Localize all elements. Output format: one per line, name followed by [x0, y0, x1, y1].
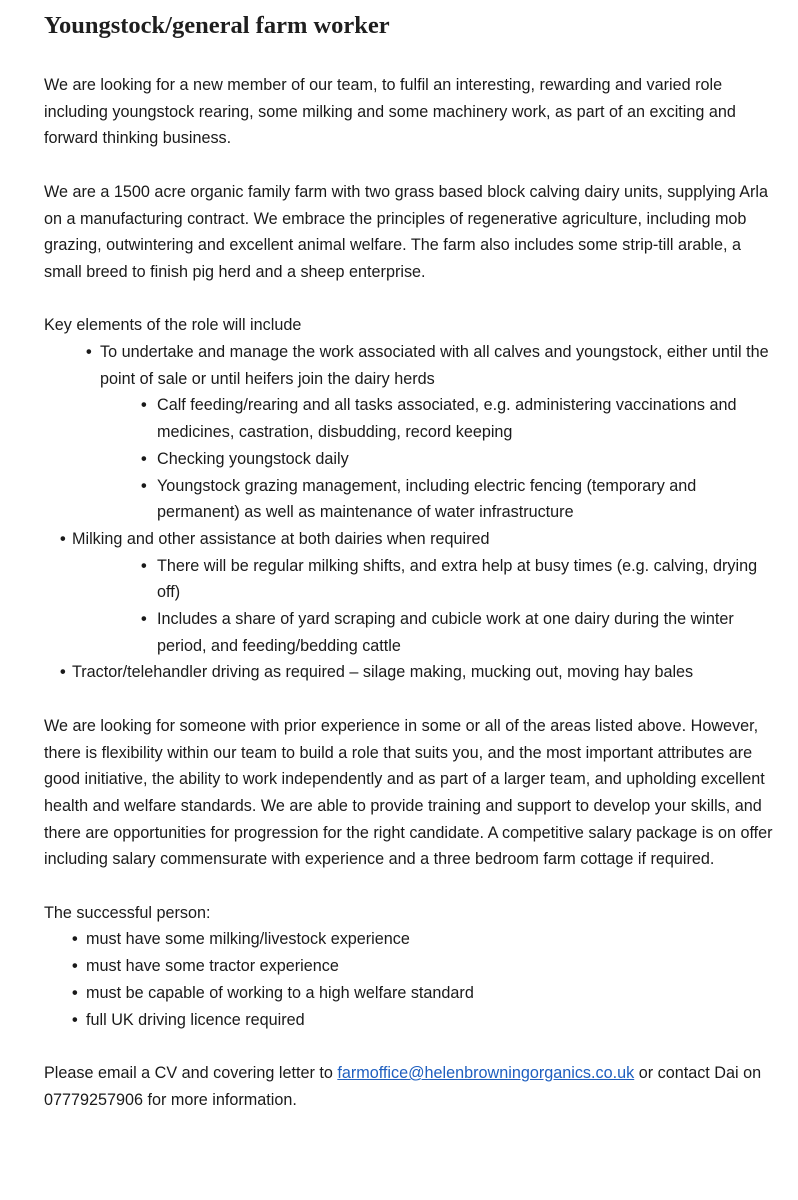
contact-prefix: Please email a CV and covering letter to	[44, 1063, 338, 1082]
bullet-icon: •	[141, 610, 147, 629]
role-heading: Key elements of the role will include	[44, 316, 302, 335]
intro-paragraph: We are looking for a new member of our team, to fulfil an interesting, rewarding and varied role including youngstock rearing, some milking and some machinery work, as part of an exciting and forward thinking business.	[44, 76, 736, 148]
role-subitem-text: Calf feeding/rearing and all tasks associated, e.g. administering vaccinations and medicines, castration, disbudding, record keeping	[157, 396, 737, 442]
spacer	[44, 686, 774, 713]
bullet-icon: •	[72, 930, 78, 949]
role-item	[44, 526, 774, 553]
requirements-list	[44, 926, 774, 1033]
requirement-text: must have some tractor experience	[86, 957, 339, 976]
bullet-icon: •	[60, 529, 66, 548]
role-item-text: Milking and other assistance at both dairies when required	[72, 529, 490, 548]
role-item-text: To undertake and manage the work associated with all calves and youngstock, either until the point of sale or until heifers join the dairy herds	[100, 343, 769, 388]
role-item	[44, 659, 774, 686]
bullet-icon: •	[72, 1010, 78, 1029]
role-subitem	[44, 553, 774, 606]
role-subitem	[44, 473, 774, 526]
role-subitem	[44, 606, 774, 659]
bullet-icon: •	[141, 449, 147, 468]
role-subitem	[44, 392, 774, 445]
bullet-icon: •	[141, 396, 147, 415]
farm-paragraph: We are a 1500 acre organic family farm with two grass based block calving dairy units, supplying Arla on a manufacturing contract. We embrace the principles of regenerative agriculture, including mob grazing, outwintering and excellent animal welfare. The farm also includes some strip-till arable, a small breed to finish pig herd and a sheep enterprise.	[44, 182, 768, 281]
requirement-item	[44, 980, 774, 1007]
bullet-icon: •	[72, 983, 78, 1002]
bullet-icon: •	[86, 343, 92, 361]
bullet-icon: •	[72, 957, 78, 976]
requirement-item	[44, 1007, 774, 1034]
role-subitem	[44, 446, 774, 473]
requirement-text: must be capable of working to a high welfare standard	[86, 983, 474, 1002]
email-link[interactable]: farmoffice@helenbrowningorganics.co.uk	[337, 1063, 635, 1082]
requirement-text: full UK driving licence required	[86, 1010, 305, 1029]
bullet-icon: •	[60, 663, 66, 682]
contact-paragraph	[44, 1060, 774, 1113]
requirement-item	[44, 953, 774, 980]
contact-suffix: or contact Dai on 07779257906 for more information.	[44, 1063, 762, 1109]
role-subitem-text: Includes a share of yard scraping and cubicle work at one dairy during the winter period, and feeding/bedding cattle	[157, 610, 734, 655]
experience-paragraph: We are looking for someone with prior experience in some or all of the areas listed above. However, there is flexibility within our team to build a role that suits you, and the most important attributes are good initiative, the ability to work independently and as part of a larger team, and upholding excellent health and welfare standards. We are able to provide training and support to develop your skills, and there are opportunities for progression for the right candidate. A competitive salary package is on offer including salary commensurate with experience and a three bedroom farm cottage if required.	[44, 716, 773, 869]
role-list	[44, 339, 774, 686]
role-item-text: Tractor/telehandler driving as required – silage making, mucking out, moving hay bales	[72, 663, 694, 682]
requirements-heading: The successful person:	[44, 903, 211, 922]
page-title: Youngstock/general farm worker	[44, 12, 390, 39]
role-subitem-text: Youngstock grazing management, including electric fencing (temporary and permanent) as well as maintenance of water infrastructure	[157, 476, 697, 522]
spacer	[44, 1033, 774, 1060]
advert-body	[44, 72, 774, 1140]
role-subitem-text: Checking youngstock daily	[157, 449, 349, 468]
bullet-icon: •	[141, 476, 147, 495]
role-item	[44, 339, 774, 392]
requirement-item	[44, 926, 774, 953]
role-subitem-text: There will be regular milking shifts, and extra help at busy times (e.g. calving, drying off)	[157, 556, 758, 602]
bullet-icon: •	[141, 556, 147, 575]
requirement-text: must have some milking/livestock experience	[86, 930, 410, 949]
